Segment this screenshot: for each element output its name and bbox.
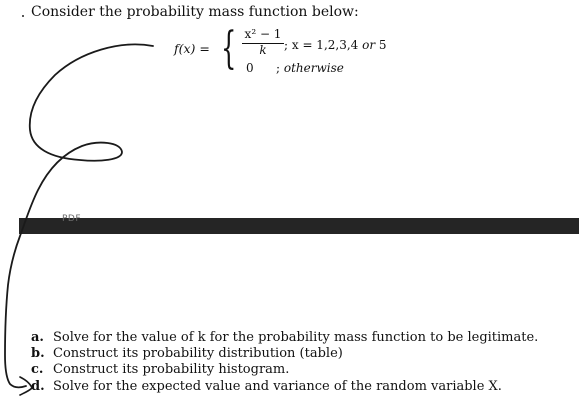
question-item-c — [31, 362, 538, 378]
pmf-lhs — [174, 41, 210, 56]
intro-text: Consider the probability mass function below: — [31, 4, 359, 20]
item-text: Solve for the expected value and variance of the random variable X. — [53, 378, 502, 394]
pmf-case2-condition — [276, 61, 344, 75]
item-letter: c. — [31, 362, 44, 378]
case2-separator: ; — [276, 61, 281, 75]
pmf-case2-value: 0 — [246, 61, 254, 75]
item-text: Construct its probability histogram. — [53, 362, 290, 378]
fraction-denominator: k — [259, 43, 267, 57]
bullet-mark — [22, 15, 24, 17]
item-letter: d. — [31, 378, 45, 394]
case1-suffix: 5 — [375, 38, 387, 52]
question-list — [31, 330, 538, 395]
pmf-equals-sign: = — [195, 41, 210, 56]
item-text: Construct its probability distribution (table) — [53, 346, 343, 362]
case1-prefix: ; x = 1,2,3,4 — [284, 38, 363, 52]
pmf-case1-condition — [284, 38, 387, 52]
redaction-banner — [19, 218, 579, 234]
banner-label: PDF — [62, 214, 82, 224]
item-letter: b. — [31, 346, 45, 362]
question-item-b — [31, 346, 538, 362]
pmf-equation — [174, 23, 434, 81]
pmf-function-name: f(x) — [174, 41, 196, 56]
pmf-fraction — [240, 27, 286, 57]
item-letter: a. — [31, 330, 44, 345]
left-brace-icon: { — [221, 23, 237, 74]
item-text: Solve for the value of k for the probability mass function to be legitimate. — [53, 330, 539, 345]
fraction-numerator: x² − 1 — [244, 27, 282, 41]
question-item-a — [31, 330, 538, 346]
case2-otherwise: otherwise — [283, 61, 344, 75]
question-item-d — [31, 379, 538, 395]
case1-or: or — [362, 38, 376, 52]
